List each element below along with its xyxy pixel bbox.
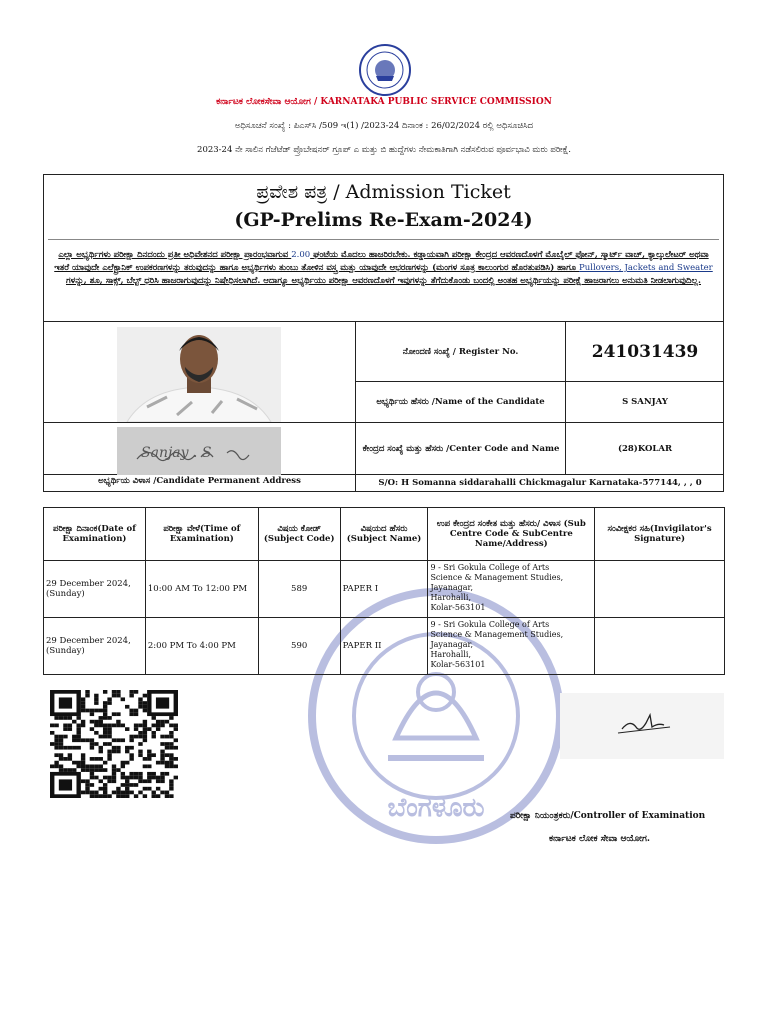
address-line: Harohalli, [430,650,471,659]
ticket-title: ಪ್ರವೇಶ ಪತ್ರ / Admission Ticket [256,181,511,203]
instructions-text-3: ಗಳನ್ನು, ಶೂ, ಸಾಕ್ಸ್, ಬೆಲ್ಟ್ ಧರಿಸಿ ಹಾಜರಾಗುವುದನ್ನು ನಿಷೇಧಿಸಲಾಗಿದೆ. ಆದಾಗ್ಯೂ ಅಭ್ಯರ್ಥಿಯು ಪರೀಕ್ಷಾ ಆವರಣದೊಳಗೆ ಇವುಗಳನ್ನು ತೆಗೆದುಕೊಂಡು ಬಂದಲ್ಲಿ ಅಂತಹ ಅಭ್ಯರ್ಥಿಯನ್ನು ಪರೀಕ್ಷೆ ಹಾಜರಾಗಲು ಅನುಮತಿ ನೀಡಲಾಗುವುದಿಲ್ಲ. [65,276,701,286]
commission-title: ಕರ್ನಾಟಕ ಲೋಕಸೇವಾ ಆಯೋಗ / KARNATAKA PUBLIC SERVICE COMMISSION [216,97,552,107]
divider [48,239,719,240]
sub-centre-address [428,561,595,618]
ticket-subtitle: (GP-Prelims Re-Exam-2024) [234,209,533,231]
seal-text: ಬೆಂಗಳೂರು [387,793,485,823]
controller-title: ಪರೀಕ್ಷಾ ನಿಯಂತ್ರಕರು/Controller of Examination [510,811,706,821]
table-header-row [44,508,725,561]
center-code: (28)KOLAR [617,443,673,454]
subject-name: PAPER I [340,561,428,618]
exam-date: 29 December 2024,(Sunday) [44,561,146,618]
subject-code: 589 [258,561,340,618]
address-line: Jayanagar, [430,583,474,592]
exam-time: 10:00 AM To 12:00 PM [145,561,258,618]
subject-code: 590 [258,618,340,675]
table-row [44,618,725,675]
address-line: Science & Management Studies, [430,630,564,639]
candidate-address: S/O: H Somanna siddarahalli Chickmagalur Karnataka-577144, , , 0 [378,478,702,488]
candidate-name: S SANJAY [622,397,668,407]
instructions-hours: 2.00 [291,250,311,260]
exam-description: 2023-24 ನೇ ಸಾಲಿನ ಗೆಜೆಟೆಡ್ ಪ್ರೊಬೇಷನರ್ ಗ್ರೂಪ್ ಎ ಮತ್ತು ಬಿ ಹುದ್ದೆಗಳು ನೇಮಕಾತಿಗಾಗಿ ನಡೆಸಲಿರುವ ಪೂರ್ವಭಾವಿ ಮರು ಪರೀಕ್ಷೆ. [197,145,571,155]
invigilator-signature-cell [595,561,725,618]
controller-signature [560,693,724,759]
instructions-text-2: ಘಂಟೆಯ ಮೊದಲು ಹಾಜರಿರಬೇಕು. ಕಡ್ಡಾಯವಾಗಿ ಪರೀಕ್ಷಾ ಕೇಂದ್ರದ ಆವರಣದೊಳಗೆ ಮೊಬೈಲ್ ಫೋನ್, ಸ್ಮಾರ್ಟ್ ವಾಚ್, ಕ್ಯಾಲ್ಕುಲೇಟರ್ ಅಥವಾ ಇತರೆ ಯಾವುದೇ ಎಲೆಕ್ಟ್ರಾನಿಕ್ ಉಪಕರಣಗಳನ್ನು ತರುವುದನ್ನು ಹಾಗೂ ಅಭ್ಯರ್ಥಿಗಳು ತುಂಬು ತೋಳಿನ ವಸ್ತ್ರ ಮತ್ತು ಯಾವುದೇ ಆಭರಣಗಳನ್ನು (ಮಂಗಳ ಸೂತ್ರ ಕಾಲುಂಗುರ ಹೊರತುಪಡಿಸಿ) ಹಾಗೂ [54,250,709,273]
subject-name: PAPER II [340,618,428,675]
instructions [50,249,717,288]
register-label: ನೋಂದಣಿ ಸಂಖ್ಯೆ / Register No. [402,346,519,357]
address-label: ಅಭ್ಯರ್ಥಿಯ ವಿಳಾಸ /Candidate Permanent Address [98,476,301,486]
exam-time: 2:00 PM To 4:00 PM [145,618,258,675]
address-line: Science & Management Studies, [430,573,564,582]
address-line: 9 - Sri Gokula College of Arts [430,563,550,572]
exam-schedule-table [43,507,725,675]
header-time: ಪರೀಕ್ಷಾ ವೇಳೆ(Time of Examination) [145,508,258,561]
instructions-items: Pullovers, Jackets and Sweater [579,263,713,273]
kpsc-logo [352,43,418,98]
invigilator-signature-cell [595,618,725,675]
header-subject-code: ವಿಷಯ ಕೋಡ್ (Subject Code) [258,508,340,561]
candidate-signature [117,427,281,475]
address-line: Kolar-563101 [430,603,486,612]
qr-code [50,690,178,798]
notification-line: ಅಧಿಸೂಚನೆ ಸಂಖ್ಯೆ : ಪಿಎಸ್‌ಸಿ /509 ಇ(1) /2023-24 ದಿನಾಂಕ : 26/02/2024 ರಲ್ಲಿ ಅಧಿಸೂಚಿಸಿದ [234,121,534,131]
header-sub-centre: ಉಪ ಕೇಂದ್ರದ ಸಂಕೇತ ಮತ್ತು ಹೆಸರು/ ವಿಳಾಸ (Sub Centre Code & SubCentre Name/Address) [428,508,595,561]
header-date: ಪರೀಕ್ಷಾ ದಿನಾಂಕ(Date of Examination) [44,508,146,561]
address-line: Harohalli, [430,593,471,602]
center-label: ಕೇಂದ್ರದ ಸಂಖ್ಯೆ ಮತ್ತು ಹೆಸರು /Center Code and Name [362,443,560,454]
address-line: Jayanagar, [430,640,474,649]
commission-name: ಕರ್ನಾಟಕ ಲೋಕ ಸೇವಾ ಆಯೋಗ. [549,834,650,844]
signature-text: Sanjay . S [141,445,212,461]
address-line: Kolar-563101 [430,660,486,669]
table-row [44,561,725,618]
sub-centre-address [428,618,595,675]
address-line: 9 - Sri Gokula College of Arts [430,620,550,629]
instructions-text-1: ಎಲ್ಲಾ ಅಭ್ಯರ್ಥಿಗಳು ಪರೀಕ್ಷಾ ದಿನದಂದು ಪ್ರತೀ ಅಧಿವೇಶನದ ಪರೀಕ್ಷಾ ಪ್ರಾರಂಭವಾಗುವ [58,250,292,260]
candidate-photo [117,327,281,422]
header-subject-name: ವಿಷಯದ ಹೆಸರು (Subject Name) [340,508,428,561]
register-number: 241031439 [591,341,699,362]
header-invigilator-signature: ಸಂವೀಕ್ಷಕರ ಸಹಿ(Invigilator's Signature) [595,508,725,561]
name-label: ಅಭ್ಯರ್ಥಿಯ ಹೆಸರು /Name of the Candidate [376,397,545,407]
exam-date: 29 December 2024,(Sunday) [44,618,146,675]
